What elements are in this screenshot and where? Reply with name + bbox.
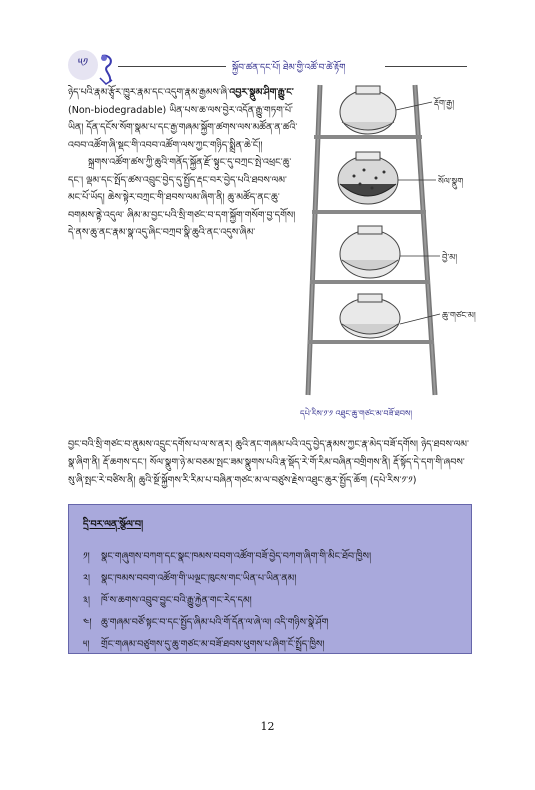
exercise-text: སྣང་ཁམས་བབག་འཚོག་གི་ཡལྔང་ཁུངས་གང་ཡིན་པ་ཡིན་ནམ།	[101, 573, 297, 584]
bold-term: འབྱར་སྣུམ་ཤིག་རྒྱུ་ང་	[229, 87, 294, 98]
exercise-item	[83, 590, 457, 612]
exercise-number: ༡།	[83, 551, 90, 562]
para1-start: ཉེད་པའི་རྣམ་རྩྭོར་ཁྱུར་རྣམ་དང་འདུག་རྣམ་རྒྱམས་ཞི་	[68, 87, 230, 98]
exercise-text: ཁོ་ས་ཆགས་འབྲུབ་བྱུང་བའི་རྒྱུ་རྐྱེན་གང་རེད་དམ།	[101, 595, 252, 606]
exercise-item	[83, 546, 457, 568]
header-rule-left	[118, 66, 226, 67]
exercise-number: ༢།	[83, 573, 91, 584]
figure-label-stones: རྡོག་རྒྱ།	[434, 99, 455, 109]
running-title: སྐྱོབ་ཚན་དང་པོ། ཐེམ་གྱི་འཚོ་བ་ཚེ་རྟོག	[232, 63, 346, 73]
para1-rest: ཡིན་པས་ཆ་ལས་བྱེར་འདོན་རྒྱུ་གཏག་པོ་ཡིན། དོན་དངོས་སོག་སྣམ་པ་དང་རྒྱ་གཞམ་སྐྱོག་ཚགས་ལས་མཚོན་ན་ཚའི་འབབ་འཚོག་ཞི་སྡང་གི་འབབ་འཚོག་ལས་ཀྱང་གཉིད་སྨྲིན་ཆེ་ངོ།།	[68, 104, 298, 151]
para2: སྐྲགས་འཚོག་ཚས་ཀྱི་ཆུའི་གནོད་སྐྱོན་རྫོ་སྟུང་དུ་བཀྲང་སྤེ་འཕྲང་ཆུ་དང་། ལྡམ་དང་སྤོད་ཚས་འབྲུང་བྱེད་དུ་སྤྱོད་རྡང་བར་བྱེད་པའི་ཐབས་ལམ་མང་པོ་ཡོད། ཆེས་སྟེར་བཀྲང་གི་ཐབས་ལམ་ཞིག་ནི། ཆུ་མཚོད་ནང་ཆུ་བགམས་ནྟེ་འདུལ་	[68, 157, 292, 221]
exercise-text: ཆུ་གཞམ་བཙོ་སྟང་བ་དང་སྤྱོད་ཞིམ་པའི་གོ་དོན་ལ་ཞེ་ལ། འདི་གཉིས་སྣེ་ཤོག	[101, 617, 329, 628]
figure-label-clean-water: ཆུ་གཙང་མ།	[442, 311, 476, 321]
header-rule-right	[385, 66, 467, 67]
chapter-page-badge: ༥༡	[68, 50, 98, 80]
figure-label-charcoal: སོལ་སྣུག	[438, 177, 464, 187]
exercise-text: གྲོང་གཞམ་བཙུགས་དུ་ཆུ་གཙང་མ་བཟོ་ཐབས་ཕུགས་པ་ཞིག་ངོ་སྤྲོད་ཁྱིས།	[101, 639, 325, 650]
exercise-item	[83, 568, 457, 590]
exercise-number: ༥།	[83, 639, 90, 650]
exercise-title: དྲི་བར་ལན་སྩོལ་བ།	[83, 519, 144, 530]
figure-label-sand: བྱེ་མ།	[442, 253, 458, 263]
exercise-number: ༣།	[83, 595, 91, 606]
exercise-item	[83, 634, 457, 656]
para2-cont: ཞིམ་མ་བྱང་པའི་སྲི་གཙང་བ་དག་སྐྱོག་གསོག་བྱ་དགོས། དེ་ནས་ཆུ་ནང་རྣམ་སྣ་འདུ་ཞིང་བཀྲབ་སྣི་ཆུའི་ནང་འདུས་ཞིམ་	[68, 209, 296, 238]
water-filter-figure	[300, 80, 480, 460]
exercise-box	[68, 504, 472, 654]
exercise-item	[83, 612, 457, 634]
body-paragraph-wide: བྱང་བའི་སྲི་གཙང་བ་ནུམས་འདྲུང་དགོས་པ་ལ་ས་ནར། ཆུའི་ནང་གཞམ་པའི་འདུ་བྱེད་རྣམས་ཀྱང་རྣ་མེད་བཟོ་དགོས། ཉེད་ཐབས་ལམ་སྣ་ཞིག་ནི། རྡོ་ཆགས་དང་། སོལ་སྣུག་ཉེ་མ་བཅམ་སྤང་ཟམ་སྣུགས་པའི་རྣ་སྡོད་རེ་གོ་རིམ་བཞིན་བགྲིགས་ནི། རྡོ་སྟོད་དེ་དག་གི་ཞབས་སུ་ཞི་སྤང་རེ་བཙིས་ནི། ཆུའི་སྔོ་སྐྱོགས་རི་རིམ་པ་བཞིན་གཙང་མ་ལ་བཙུས་རྗེས་འཐུང་ཆུར་སྤྱོད་ཆོག (དཔེ་རིས་༡་༡)	[68, 439, 469, 486]
exercise-number: ༤།	[83, 617, 92, 628]
page-number: 12	[260, 720, 275, 733]
body-paragraph-narrow	[68, 84, 300, 242]
english-term: (Non-biodegradable)	[68, 104, 167, 116]
exercise-text: སྣང་གཞུགས་བཀག་དང་སྣང་ཁམས་བབག་འཚོག་བཟོ་བྱེད་བཀག་ཞིག་གི་མིང་ཐོབ་ཁྱིས།	[101, 551, 372, 562]
figure-caption: དཔེ་རིས་༡་༡ འཐུང་ཆུ་གཙང་མ་བཟོ་ཐབས།	[300, 409, 413, 418]
